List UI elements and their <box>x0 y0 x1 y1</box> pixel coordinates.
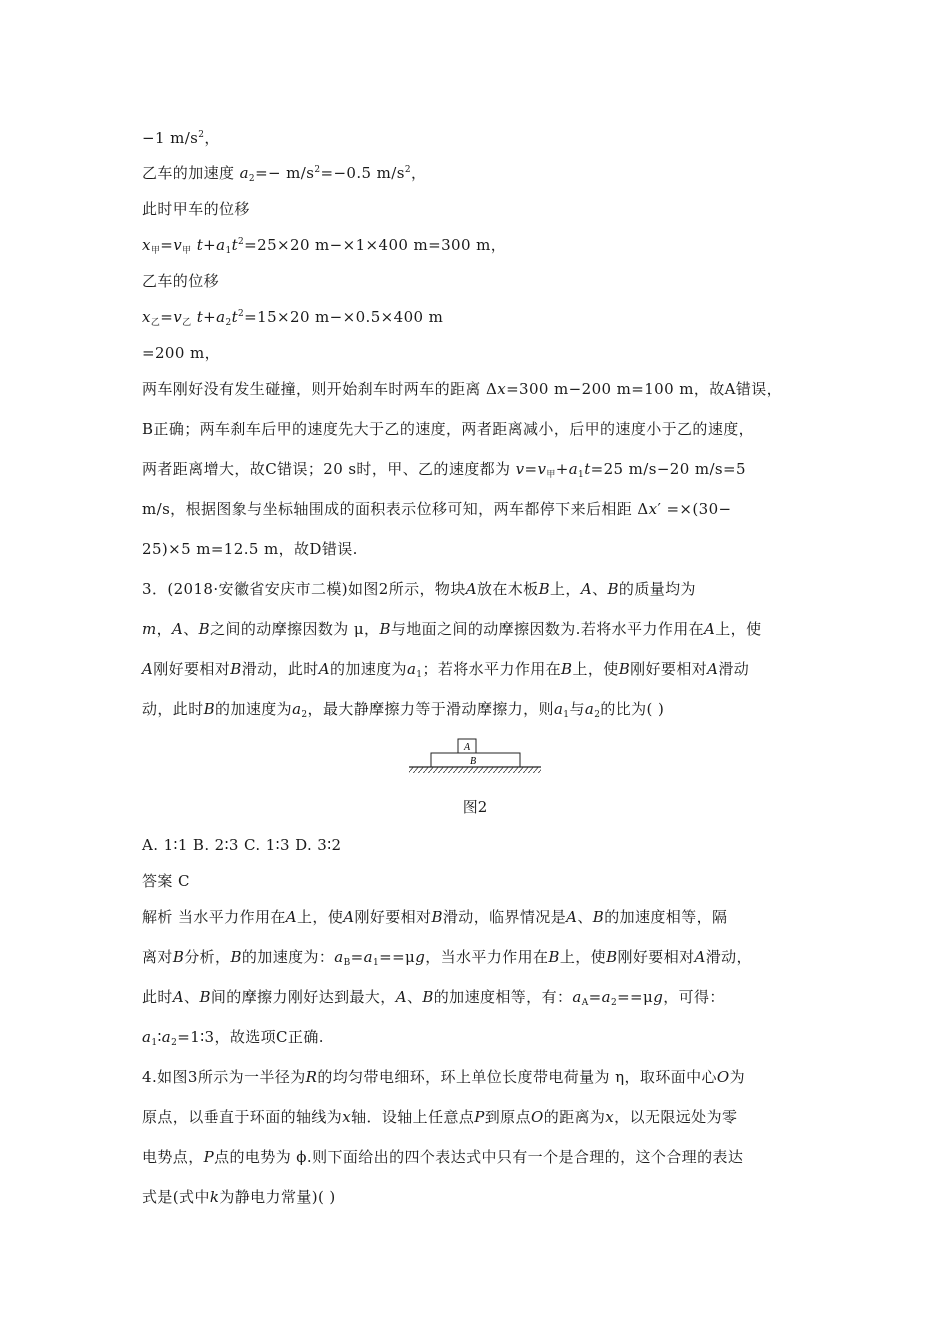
text: 刚好要相对 <box>354 908 432 926</box>
solution-line <box>142 235 822 255</box>
options-text: A. 1∶1 B. 2∶3 C. 1∶3 D. 3∶2 <box>142 836 342 854</box>
text: 滑动 <box>718 660 750 678</box>
subscript: A <box>581 998 589 1008</box>
variable: A <box>580 580 593 598</box>
variable: A <box>704 620 716 638</box>
text: ′ =×(30− <box>657 500 732 518</box>
variable: t <box>584 460 591 478</box>
superscript: 2 <box>404 165 411 175</box>
text: B正确；两车刹车后甲的速度先大于乙的速度，两者距离减小，后甲的速度小于乙的速度， <box>142 420 755 438</box>
text: =1∶3，故选项C正确. <box>177 1028 324 1046</box>
operator: + <box>203 236 217 254</box>
operator: ∶ <box>157 1028 162 1046</box>
text: 刚好要相对 <box>617 948 695 966</box>
text: 上，使 <box>559 948 607 966</box>
variable: A <box>694 948 706 966</box>
text: 乙车的加速度 <box>142 164 240 182</box>
variable: a <box>292 700 302 718</box>
text: 的加速度为： <box>241 948 335 966</box>
operator: = <box>160 236 174 254</box>
text: 滑动，此时 <box>241 660 319 678</box>
text: ，以无限远处为零 <box>614 1108 738 1126</box>
variable: B <box>199 988 211 1006</box>
text: ；若将水平力作用在 <box>422 660 562 678</box>
subscript: 2 <box>594 710 601 720</box>
text: 之间的动摩擦因数为 μ， <box>210 620 380 638</box>
subscript: 乙 <box>150 318 161 328</box>
text: 间的摩擦力刚好达到最大， <box>210 988 396 1006</box>
text: 与 <box>569 700 585 718</box>
variable: B <box>561 660 573 678</box>
subscript: 甲 <box>182 246 192 256</box>
variable: A <box>142 660 154 678</box>
superscript: 2 <box>198 130 205 140</box>
variable: t <box>196 308 204 326</box>
variable: a <box>553 700 564 718</box>
variable: a <box>568 460 579 478</box>
text: 解析 当水平力作用在 <box>142 908 286 926</box>
variable: v <box>537 460 547 478</box>
text: 离对 <box>142 948 173 966</box>
text: 滑动， <box>705 948 752 966</box>
text: 电势点， <box>142 1148 204 1166</box>
variable: a <box>216 236 226 254</box>
variable: a <box>584 700 595 718</box>
variable: A <box>465 580 477 598</box>
text: 上，使 <box>297 908 344 926</box>
question-3-line <box>142 699 822 719</box>
text: 4.如图3所示为一半径为 <box>142 1068 306 1086</box>
text: ==μ <box>617 988 654 1006</box>
text: ，可得： <box>663 988 725 1006</box>
text: 为静电力常量)( ) <box>219 1188 336 1206</box>
variable: a <box>334 948 344 966</box>
variable: g <box>415 948 426 966</box>
solution-line <box>142 199 822 219</box>
variable: A <box>172 620 184 638</box>
analysis-line <box>142 987 822 1007</box>
subscript: 1 <box>563 710 570 720</box>
question-3-line <box>142 659 822 679</box>
variable: B <box>198 620 211 638</box>
variable: a <box>601 988 611 1006</box>
variable: P <box>203 1148 215 1166</box>
variable: t <box>231 236 239 254</box>
superscript: 2 <box>238 237 245 247</box>
variable: t <box>196 236 204 254</box>
variable: R <box>305 1068 318 1086</box>
variable: x <box>142 308 151 326</box>
text: 上， <box>550 580 581 598</box>
text: 两者距离增大，故C错误；20 s时，甲、乙的速度都为 <box>142 460 516 478</box>
solution-line <box>142 459 822 479</box>
text: 、 <box>592 580 608 598</box>
text: 点的电势为 ϕ.则下面给出的四个表达式中只有一个是合理的，这个合理的表达 <box>214 1148 744 1166</box>
solution-line <box>142 163 822 183</box>
text: ，最大静摩擦力等于滑动摩擦力，则 <box>307 700 554 718</box>
solution-line <box>142 419 822 439</box>
question-4-line <box>142 1107 822 1127</box>
text: 的加速度为 <box>215 700 293 718</box>
operator: = <box>588 988 602 1006</box>
variable: B <box>538 580 551 598</box>
variable: x <box>497 380 507 398</box>
text: 的加速度相等，有： <box>433 988 573 1006</box>
subscript: 甲 <box>546 470 556 480</box>
text: 、 <box>184 988 200 1006</box>
variable: a <box>161 1028 172 1046</box>
text: 的加速度相等，隔 <box>604 908 728 926</box>
subscript: 1 <box>578 470 585 480</box>
text: 到原点 <box>484 1108 531 1126</box>
text: 3．(2018·安徽省安庆市二模)如图2所示，物块 <box>142 580 466 598</box>
text: 刚好要相对 <box>630 660 708 678</box>
subscript: 1 <box>151 1038 158 1048</box>
equation-text: =−0.5 m/s <box>320 164 405 182</box>
equation-text: =15×20 m−×0.5×400 m <box>244 308 444 326</box>
solution-line <box>142 539 822 559</box>
variable: O <box>530 1108 544 1126</box>
variable: B <box>172 948 185 966</box>
solution-line <box>142 271 822 291</box>
text: 此时 <box>142 988 173 1006</box>
subscript: 1 <box>416 670 423 680</box>
board-b-label: B <box>469 756 477 767</box>
text: 刚好要相对 <box>153 660 231 678</box>
text: =300 m−200 m=100 m，故A错误， <box>506 380 783 398</box>
variable: B <box>606 948 618 966</box>
variable: B <box>230 948 242 966</box>
question-3-line <box>142 579 822 599</box>
text: 上，使 <box>572 660 619 678</box>
answer-options <box>142 835 822 855</box>
solution-line <box>142 307 822 327</box>
operator: + <box>203 308 217 326</box>
variable: A <box>172 988 185 1006</box>
variable: A <box>566 908 578 926</box>
subscript: 2 <box>225 318 232 328</box>
text: 、 <box>406 988 423 1006</box>
figure-caption: 图2 <box>462 798 488 816</box>
variable: a <box>216 308 226 326</box>
text: 25)×5 m=12.5 m，故D错误. <box>142 540 358 558</box>
subscript: B <box>343 958 351 968</box>
text: 的均匀带电细环，环上单位长度带电荷量为 η，取环面中心 <box>317 1068 717 1086</box>
solution-line <box>142 343 822 363</box>
text: 为 <box>729 1068 746 1086</box>
solution-line <box>142 128 822 148</box>
text: 的加速度为 <box>329 660 407 678</box>
text: 、 <box>577 908 593 926</box>
variable: O <box>716 1068 730 1086</box>
variable: a <box>406 660 417 678</box>
variable: v <box>515 460 525 478</box>
analysis-line <box>142 1027 822 1047</box>
operator: = <box>160 308 174 326</box>
text: ==μ <box>379 948 416 966</box>
equation-text: −1 m/s <box>142 129 199 147</box>
punctuation: ， <box>410 164 427 182</box>
variable: x <box>342 1108 352 1126</box>
operator: + <box>555 460 569 478</box>
variable: m <box>142 620 157 638</box>
variable: A <box>318 660 330 678</box>
variable: a <box>239 164 249 182</box>
variable: a <box>142 1028 152 1046</box>
text: 、 <box>183 620 199 638</box>
variable: A <box>707 660 719 678</box>
subscript: 甲 <box>150 246 161 256</box>
variable: B <box>548 948 560 966</box>
subscript: 1 <box>372 958 380 968</box>
variable: x <box>648 500 658 518</box>
solution-line <box>142 499 822 519</box>
variable: B <box>431 908 443 926</box>
subscript: 2 <box>171 1038 178 1048</box>
text: 的比为( ) <box>600 700 665 718</box>
subscript: 2 <box>248 174 256 184</box>
analysis-line <box>142 907 822 927</box>
text: 此时甲车的位移 <box>142 200 250 218</box>
variable: A <box>285 908 298 926</box>
operator: = <box>524 460 538 478</box>
text: m/s，根据图象与坐标轴围成的面积表示位移可知，两车都停下来后相距 Δ <box>142 500 649 518</box>
ground-hatching <box>409 767 541 773</box>
variable: B <box>592 908 605 926</box>
variable: B <box>618 660 631 678</box>
variable: A <box>395 988 407 1006</box>
text: 乙车的位移 <box>142 272 220 290</box>
equation-text: =200 m， <box>142 344 220 362</box>
subscript: 乙 <box>182 318 192 328</box>
answer-line <box>142 871 822 891</box>
text: 原点，以垂直于环面的轴线为 <box>142 1108 343 1126</box>
text: ，当水平力作用在 <box>425 948 549 966</box>
text: 式是(式中 <box>142 1188 210 1206</box>
variable: k <box>209 1188 220 1206</box>
text: 轴．设轴上任意点 <box>351 1108 475 1126</box>
variable: B <box>379 620 391 638</box>
variable: v <box>173 236 183 254</box>
subscript: 1 <box>225 246 232 256</box>
answer-text: 答案 C <box>142 872 190 890</box>
variable: v <box>173 308 183 326</box>
question-3-line <box>142 619 822 639</box>
text: 与地面之间的动摩擦因数为.若将水平力作用在 <box>390 620 705 638</box>
block-on-board-figure <box>405 735 545 777</box>
operator: = <box>350 948 364 966</box>
equation-text: =25×20 m−×1×400 m=300 m， <box>244 236 507 254</box>
variable: B <box>203 700 216 718</box>
text: ， <box>156 620 173 638</box>
variable: B <box>607 580 619 598</box>
equation-text: =− m/s <box>255 164 315 182</box>
question-4-line <box>142 1187 822 1207</box>
variable: x <box>142 236 151 254</box>
question-4-line <box>142 1147 822 1167</box>
variable: g <box>653 988 664 1006</box>
superscript: 2 <box>314 165 321 175</box>
subscript: 2 <box>610 998 618 1008</box>
text: =25 m/s−20 m/s=5 <box>590 460 746 478</box>
text: 动，此时 <box>142 700 204 718</box>
variable: A <box>343 908 355 926</box>
question-4-line <box>142 1067 822 1087</box>
text: 的质量均为 <box>618 580 696 598</box>
variable: x <box>605 1108 615 1126</box>
block-a-label: A <box>463 742 471 753</box>
superscript: 2 <box>238 309 245 319</box>
text: 放在木板 <box>476 580 539 598</box>
text: 的距离为 <box>543 1108 606 1126</box>
subscript: 2 <box>301 710 308 720</box>
text: 上，使 <box>715 620 762 638</box>
variable: t <box>231 308 239 326</box>
variable: a <box>572 988 582 1006</box>
solution-line <box>142 379 822 399</box>
text: 分析， <box>184 948 231 966</box>
variable: B <box>230 660 242 678</box>
text: 两车刚好没有发生碰撞，则开始刹车时两车的距离 Δ <box>142 380 498 398</box>
variable: a <box>363 948 373 966</box>
analysis-line <box>142 947 822 967</box>
punctuation: ， <box>204 129 220 147</box>
variable: P <box>474 1108 485 1126</box>
variable: B <box>422 988 434 1006</box>
text: 滑动，临界情况是 <box>442 908 567 926</box>
